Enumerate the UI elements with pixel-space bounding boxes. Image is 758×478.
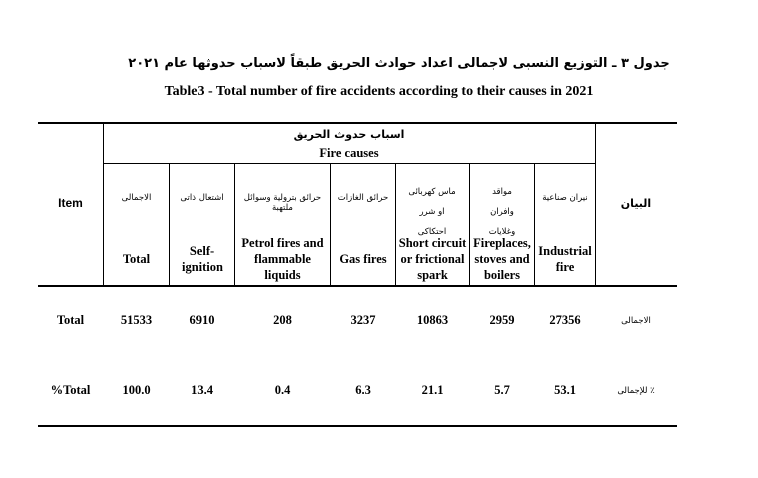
table-cell: 5.7 <box>494 383 510 397</box>
column-header-english: Self-ignition <box>182 244 223 274</box>
row-label: Total <box>56 313 85 327</box>
row-label: %Total <box>50 383 91 397</box>
group-header-arabic: اسباب حدوث الحريق <box>293 128 405 141</box>
table-cell: 10863 <box>416 313 449 327</box>
table-cell: 2959 <box>489 313 515 327</box>
header-bottom-rule <box>38 285 677 287</box>
item-header-arabic: البيان <box>620 197 652 210</box>
row-label-arabic: الاجمالى <box>621 316 651 326</box>
column-header-arabic: الاجمالى <box>121 193 152 203</box>
table-title-arabic: جدول ٣ ـ التوزيع النسبى لاجمالى اعداد حوادث الحريق طبقاً لاسباب حدوثها عام ٢٠٢١ <box>128 56 670 71</box>
row-label-arabic: ٪ للإجمالى <box>617 386 655 396</box>
col-divider <box>169 164 170 286</box>
table-title-english: Table3 - Total number of fire accidents according to their causes in 2021 <box>164 84 594 99</box>
column-header-english: Short circuit or frictional spark <box>398 236 467 282</box>
column-header-english: Total <box>122 252 151 266</box>
table-cell: 100.0 <box>122 383 151 397</box>
table-cell: 13.4 <box>191 383 213 397</box>
column-header-arabic: مواقد وافران وغلايات <box>488 187 516 237</box>
column-header-arabic: نيران صناعية <box>542 193 588 203</box>
table-cell: 21.1 <box>421 383 444 397</box>
table-cell: 27356 <box>549 313 581 327</box>
column-header-english: Petrol fires and flammable liquids <box>241 236 324 282</box>
group-header-rule <box>103 163 595 164</box>
column-header-arabic: اشتعال ذاتى <box>180 193 224 203</box>
table-top-rule <box>38 122 677 124</box>
table-cell: 6910 <box>189 313 215 327</box>
table-cell: 51533 <box>120 313 153 327</box>
column-header-arabic: حرائق الغازات <box>337 193 389 203</box>
table-cell: 208 <box>273 313 292 327</box>
table-cell: 0.4 <box>274 383 291 397</box>
column-header-english: Industrial fire <box>538 244 592 274</box>
table-cell: 53.1 <box>554 383 576 397</box>
col-divider <box>330 164 331 286</box>
table-bottom-rule <box>38 425 677 427</box>
column-header-english: Gas fires <box>339 252 387 266</box>
table-cell: 3237 <box>350 313 376 327</box>
column-header-english: Fireplaces, stoves and boilers <box>473 236 531 282</box>
table-cell: 6.3 <box>355 383 371 397</box>
column-header-arabic: ماس كهربائى او شرر احتكاكى <box>408 187 456 237</box>
column-header-arabic: حرائق بترولية وسوائل ملتهبة <box>243 193 322 214</box>
group-header-english: Fire causes <box>319 146 379 160</box>
item-header: Item <box>58 196 83 210</box>
